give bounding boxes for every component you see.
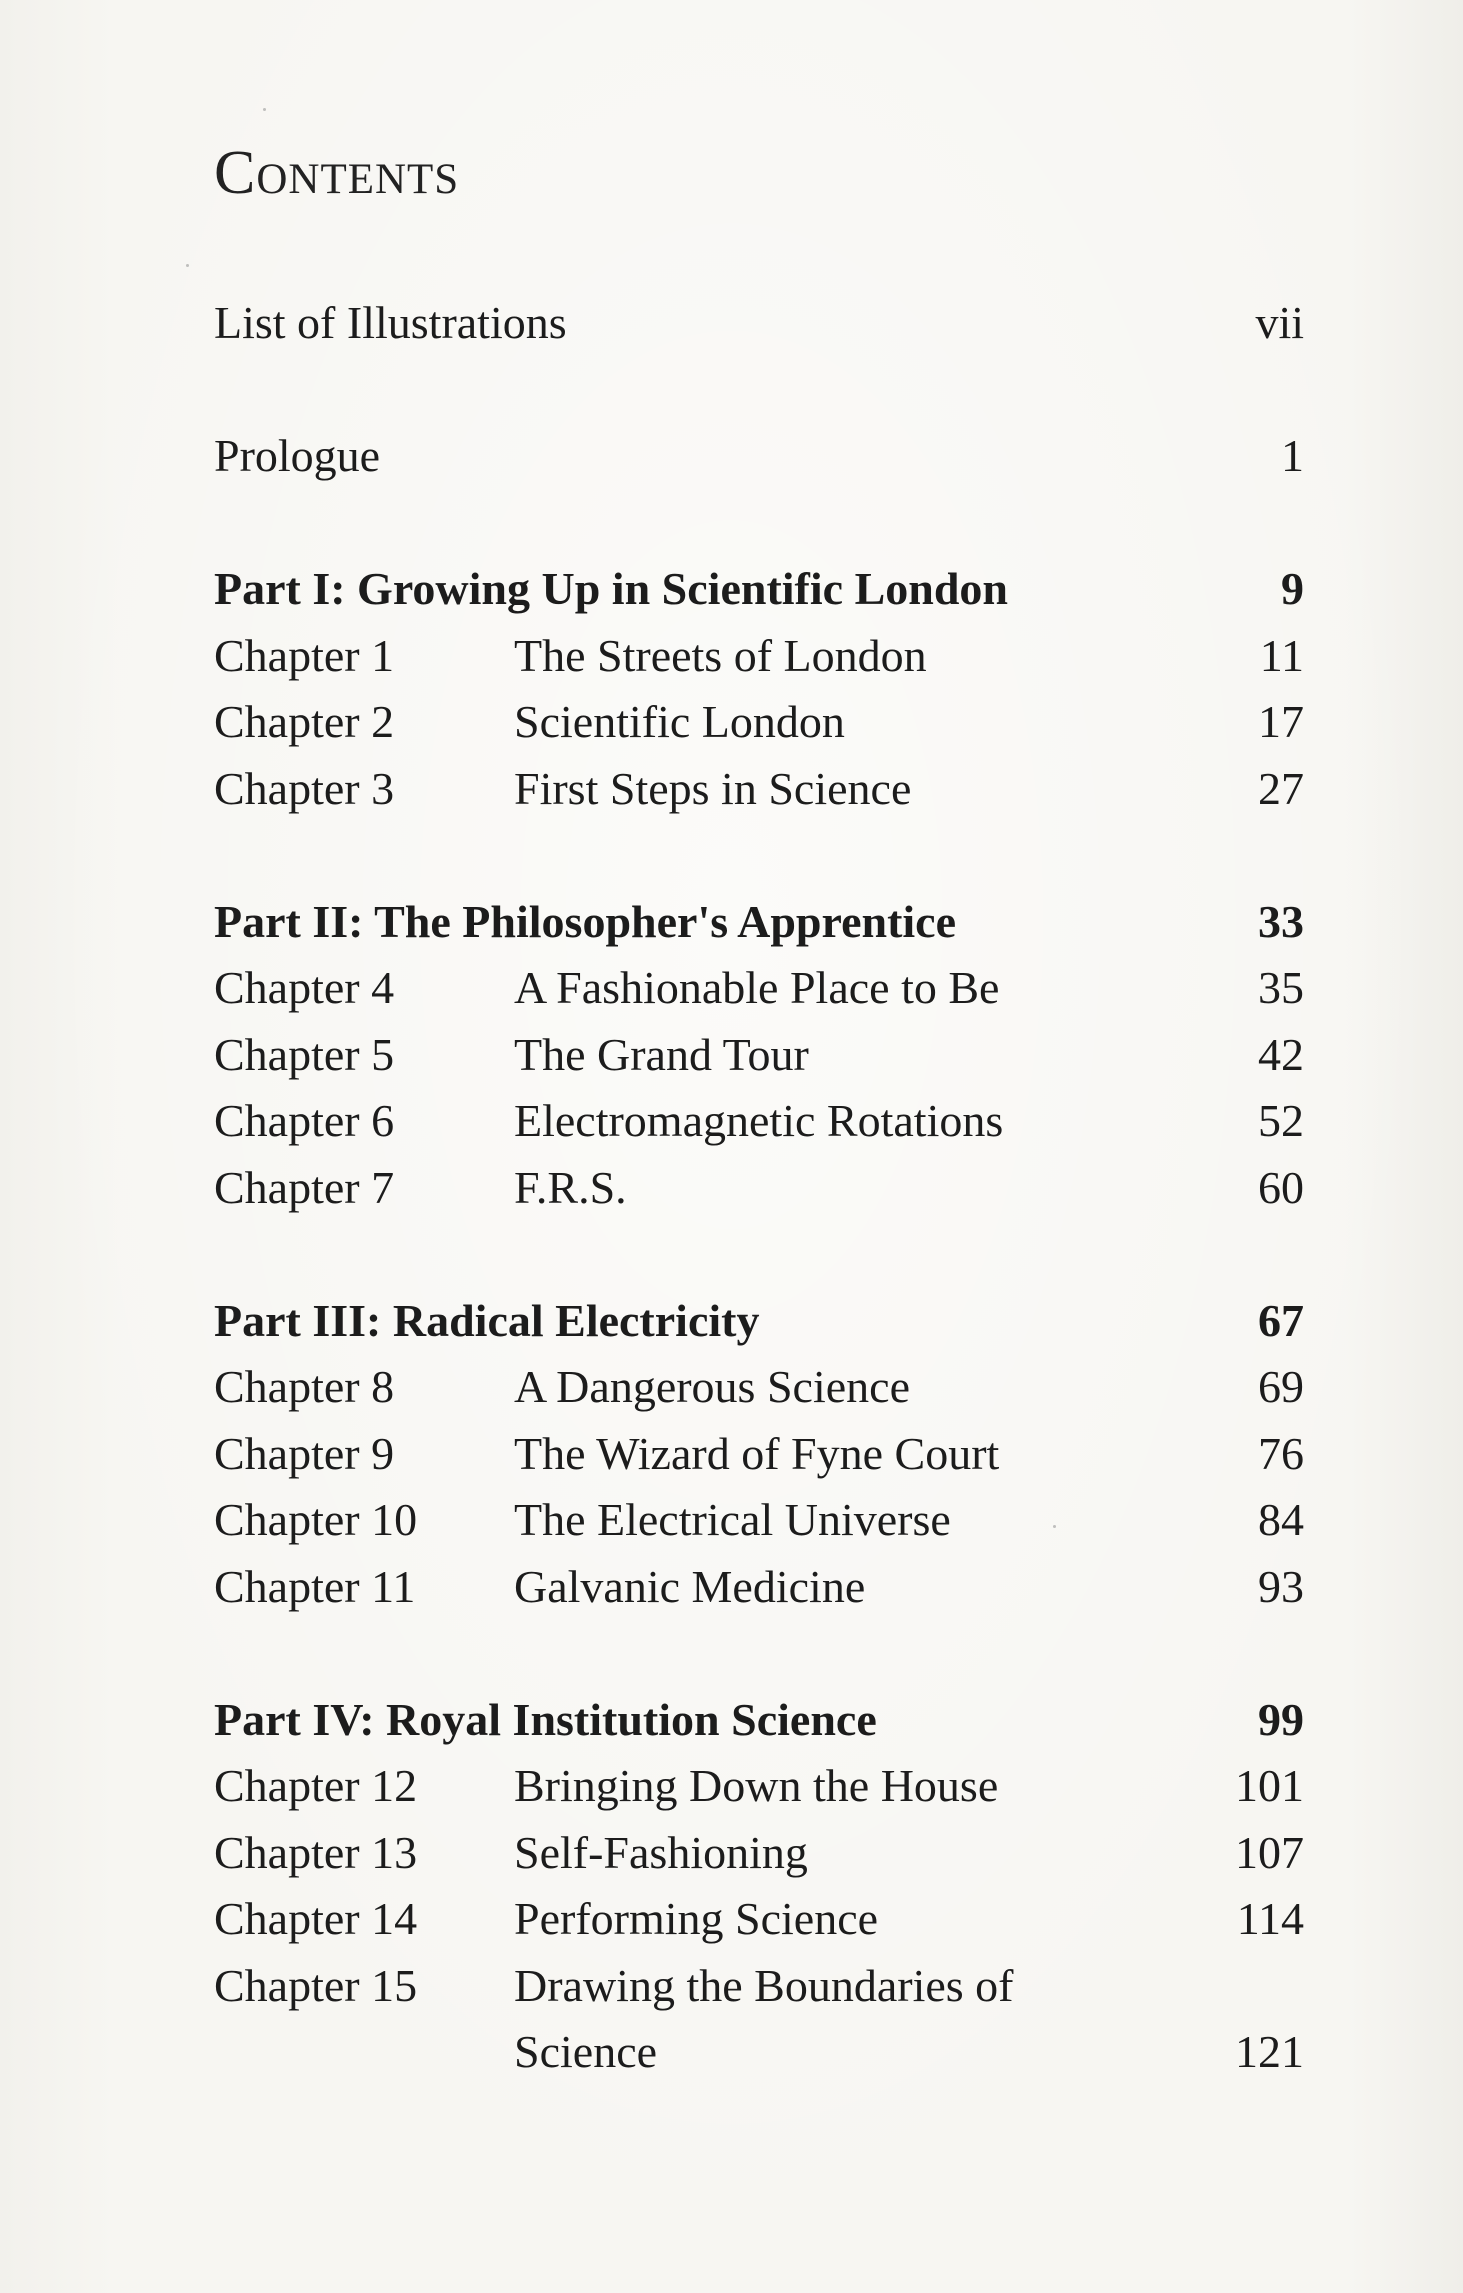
chapter-label: Chapter 11 bbox=[214, 1560, 416, 1612]
chapter-label: Chapter 15 bbox=[214, 1959, 418, 2011]
chapter-title: Scientific London bbox=[514, 696, 845, 747]
part-title: Part IV: Royal Institution Science bbox=[214, 1693, 877, 1745]
entry-title: Prologue bbox=[214, 430, 381, 481]
chapter-label: Chapter 9 bbox=[214, 1427, 395, 1479]
chapter-title: Drawing the Boundaries of Science bbox=[514, 1959, 1014, 2077]
chapter-label: Chapter 2 bbox=[214, 696, 395, 747]
chapter-label: Chapter 6 bbox=[214, 1095, 395, 1146]
chapter-label: Chapter 14 bbox=[214, 1893, 418, 1944]
entry-title: List of Illustrations bbox=[214, 297, 567, 348]
toc-chapter-5[interactable] bbox=[214, 1022, 1304, 1089]
chapter-title: Performing Science bbox=[514, 1893, 879, 1944]
toc-entry-prologue[interactable] bbox=[214, 423, 1304, 490]
chapter-label: Chapter 4 bbox=[214, 962, 395, 1013]
chapter-label: Chapter 1 bbox=[214, 629, 395, 681]
scan-speck bbox=[186, 264, 189, 267]
scan-speck bbox=[1053, 1525, 1056, 1528]
chapter-title: The Wizard of Fyne Court bbox=[514, 1427, 1000, 1479]
toc-part-1[interactable] bbox=[214, 556, 1304, 623]
chapter-page: 101 bbox=[1235, 1760, 1304, 1811]
entry-page: 1 bbox=[1281, 430, 1304, 481]
toc-chapter-11[interactable] bbox=[214, 1554, 1304, 1621]
chapter-page: 76 bbox=[1258, 1427, 1304, 1479]
part-page: 9 bbox=[1281, 563, 1304, 614]
chapter-title: F.R.S. bbox=[514, 1161, 627, 1213]
toc-chapter-6[interactable] bbox=[214, 1088, 1304, 1155]
toc-chapter-13[interactable] bbox=[214, 1820, 1304, 1887]
chapter-page: 27 bbox=[1258, 762, 1304, 814]
toc-chapter-4[interactable] bbox=[214, 955, 1304, 1022]
toc-chapter-7[interactable] bbox=[214, 1155, 1304, 1222]
chapter-label: Chapter 7 bbox=[214, 1161, 395, 1213]
chapter-page: 121 bbox=[1235, 2026, 1304, 2077]
chapter-title: The Grand Tour bbox=[514, 1028, 809, 1080]
toc-part-3[interactable] bbox=[214, 1288, 1304, 1355]
chapter-label: Chapter 10 bbox=[214, 1494, 418, 1545]
chapter-title: A Dangerous Science bbox=[514, 1361, 910, 1412]
toc-chapter-9[interactable] bbox=[214, 1421, 1304, 1488]
toc-part-2[interactable] bbox=[214, 889, 1304, 956]
page-title: Contents bbox=[214, 139, 460, 207]
part-title: Part III: Radical Electricity bbox=[214, 1294, 760, 1346]
chapter-title: The Streets of London bbox=[514, 629, 927, 681]
spacer bbox=[214, 357, 1304, 424]
chapter-label: Chapter 8 bbox=[214, 1361, 395, 1412]
chapter-page: 17 bbox=[1258, 696, 1304, 747]
part-page: 99 bbox=[1258, 1693, 1304, 1745]
part-page: 33 bbox=[1258, 895, 1304, 947]
toc-chapter-3[interactable] bbox=[214, 756, 1304, 823]
chapter-title: Electromagnetic Rotations bbox=[514, 1095, 1004, 1146]
toc-chapter-14[interactable] bbox=[214, 1886, 1304, 1953]
table-of-contents bbox=[214, 290, 1304, 2086]
chapter-title: Galvanic Medicine bbox=[514, 1560, 866, 1612]
chapter-page: 42 bbox=[1258, 1028, 1304, 1080]
toc-part-4[interactable] bbox=[214, 1687, 1304, 1754]
chapter-label: Chapter 13 bbox=[214, 1826, 418, 1878]
chapter-title: Bringing Down the House bbox=[514, 1760, 999, 1811]
entry-page: vii bbox=[1255, 297, 1304, 348]
chapter-label: Chapter 12 bbox=[214, 1760, 418, 1811]
part-page: 67 bbox=[1258, 1294, 1304, 1346]
toc-chapter-12[interactable] bbox=[214, 1753, 1304, 1820]
part-title: Part I: Growing Up in Scientific London bbox=[214, 563, 1008, 614]
chapter-page: 93 bbox=[1258, 1560, 1304, 1612]
toc-chapter-8[interactable] bbox=[214, 1354, 1304, 1421]
toc-chapter-10[interactable] bbox=[214, 1487, 1304, 1554]
chapter-label: Chapter 5 bbox=[214, 1028, 395, 1080]
chapter-page: 52 bbox=[1258, 1095, 1304, 1146]
chapter-page: 11 bbox=[1259, 629, 1304, 681]
chapter-page: 35 bbox=[1258, 962, 1304, 1013]
chapter-title: The Electrical Universe bbox=[514, 1494, 951, 1545]
chapter-title: First Steps in Science bbox=[514, 762, 912, 814]
chapter-page: 114 bbox=[1236, 1893, 1304, 1944]
part-title: Part II: The Philosopher's Apprentice bbox=[214, 895, 956, 947]
spacer bbox=[214, 490, 1304, 557]
chapter-page: 60 bbox=[1258, 1161, 1304, 1213]
scan-speck bbox=[263, 108, 266, 111]
spacer bbox=[214, 1620, 1304, 1687]
toc-chapter-2[interactable] bbox=[214, 689, 1304, 756]
spacer bbox=[214, 822, 1304, 889]
spacer bbox=[214, 1221, 1304, 1288]
chapter-title: A Fashionable Place to Be bbox=[514, 962, 1000, 1013]
chapter-page: 107 bbox=[1235, 1826, 1304, 1878]
toc-chapter-15[interactable] bbox=[214, 1953, 1304, 2086]
chapter-page: 84 bbox=[1258, 1494, 1304, 1545]
chapter-page: 69 bbox=[1258, 1361, 1304, 1412]
chapter-label: Chapter 3 bbox=[214, 762, 395, 814]
toc-entry-illustrations[interactable] bbox=[214, 290, 1304, 357]
toc-chapter-1[interactable] bbox=[214, 623, 1304, 690]
chapter-title: Self-Fashioning bbox=[514, 1826, 808, 1878]
